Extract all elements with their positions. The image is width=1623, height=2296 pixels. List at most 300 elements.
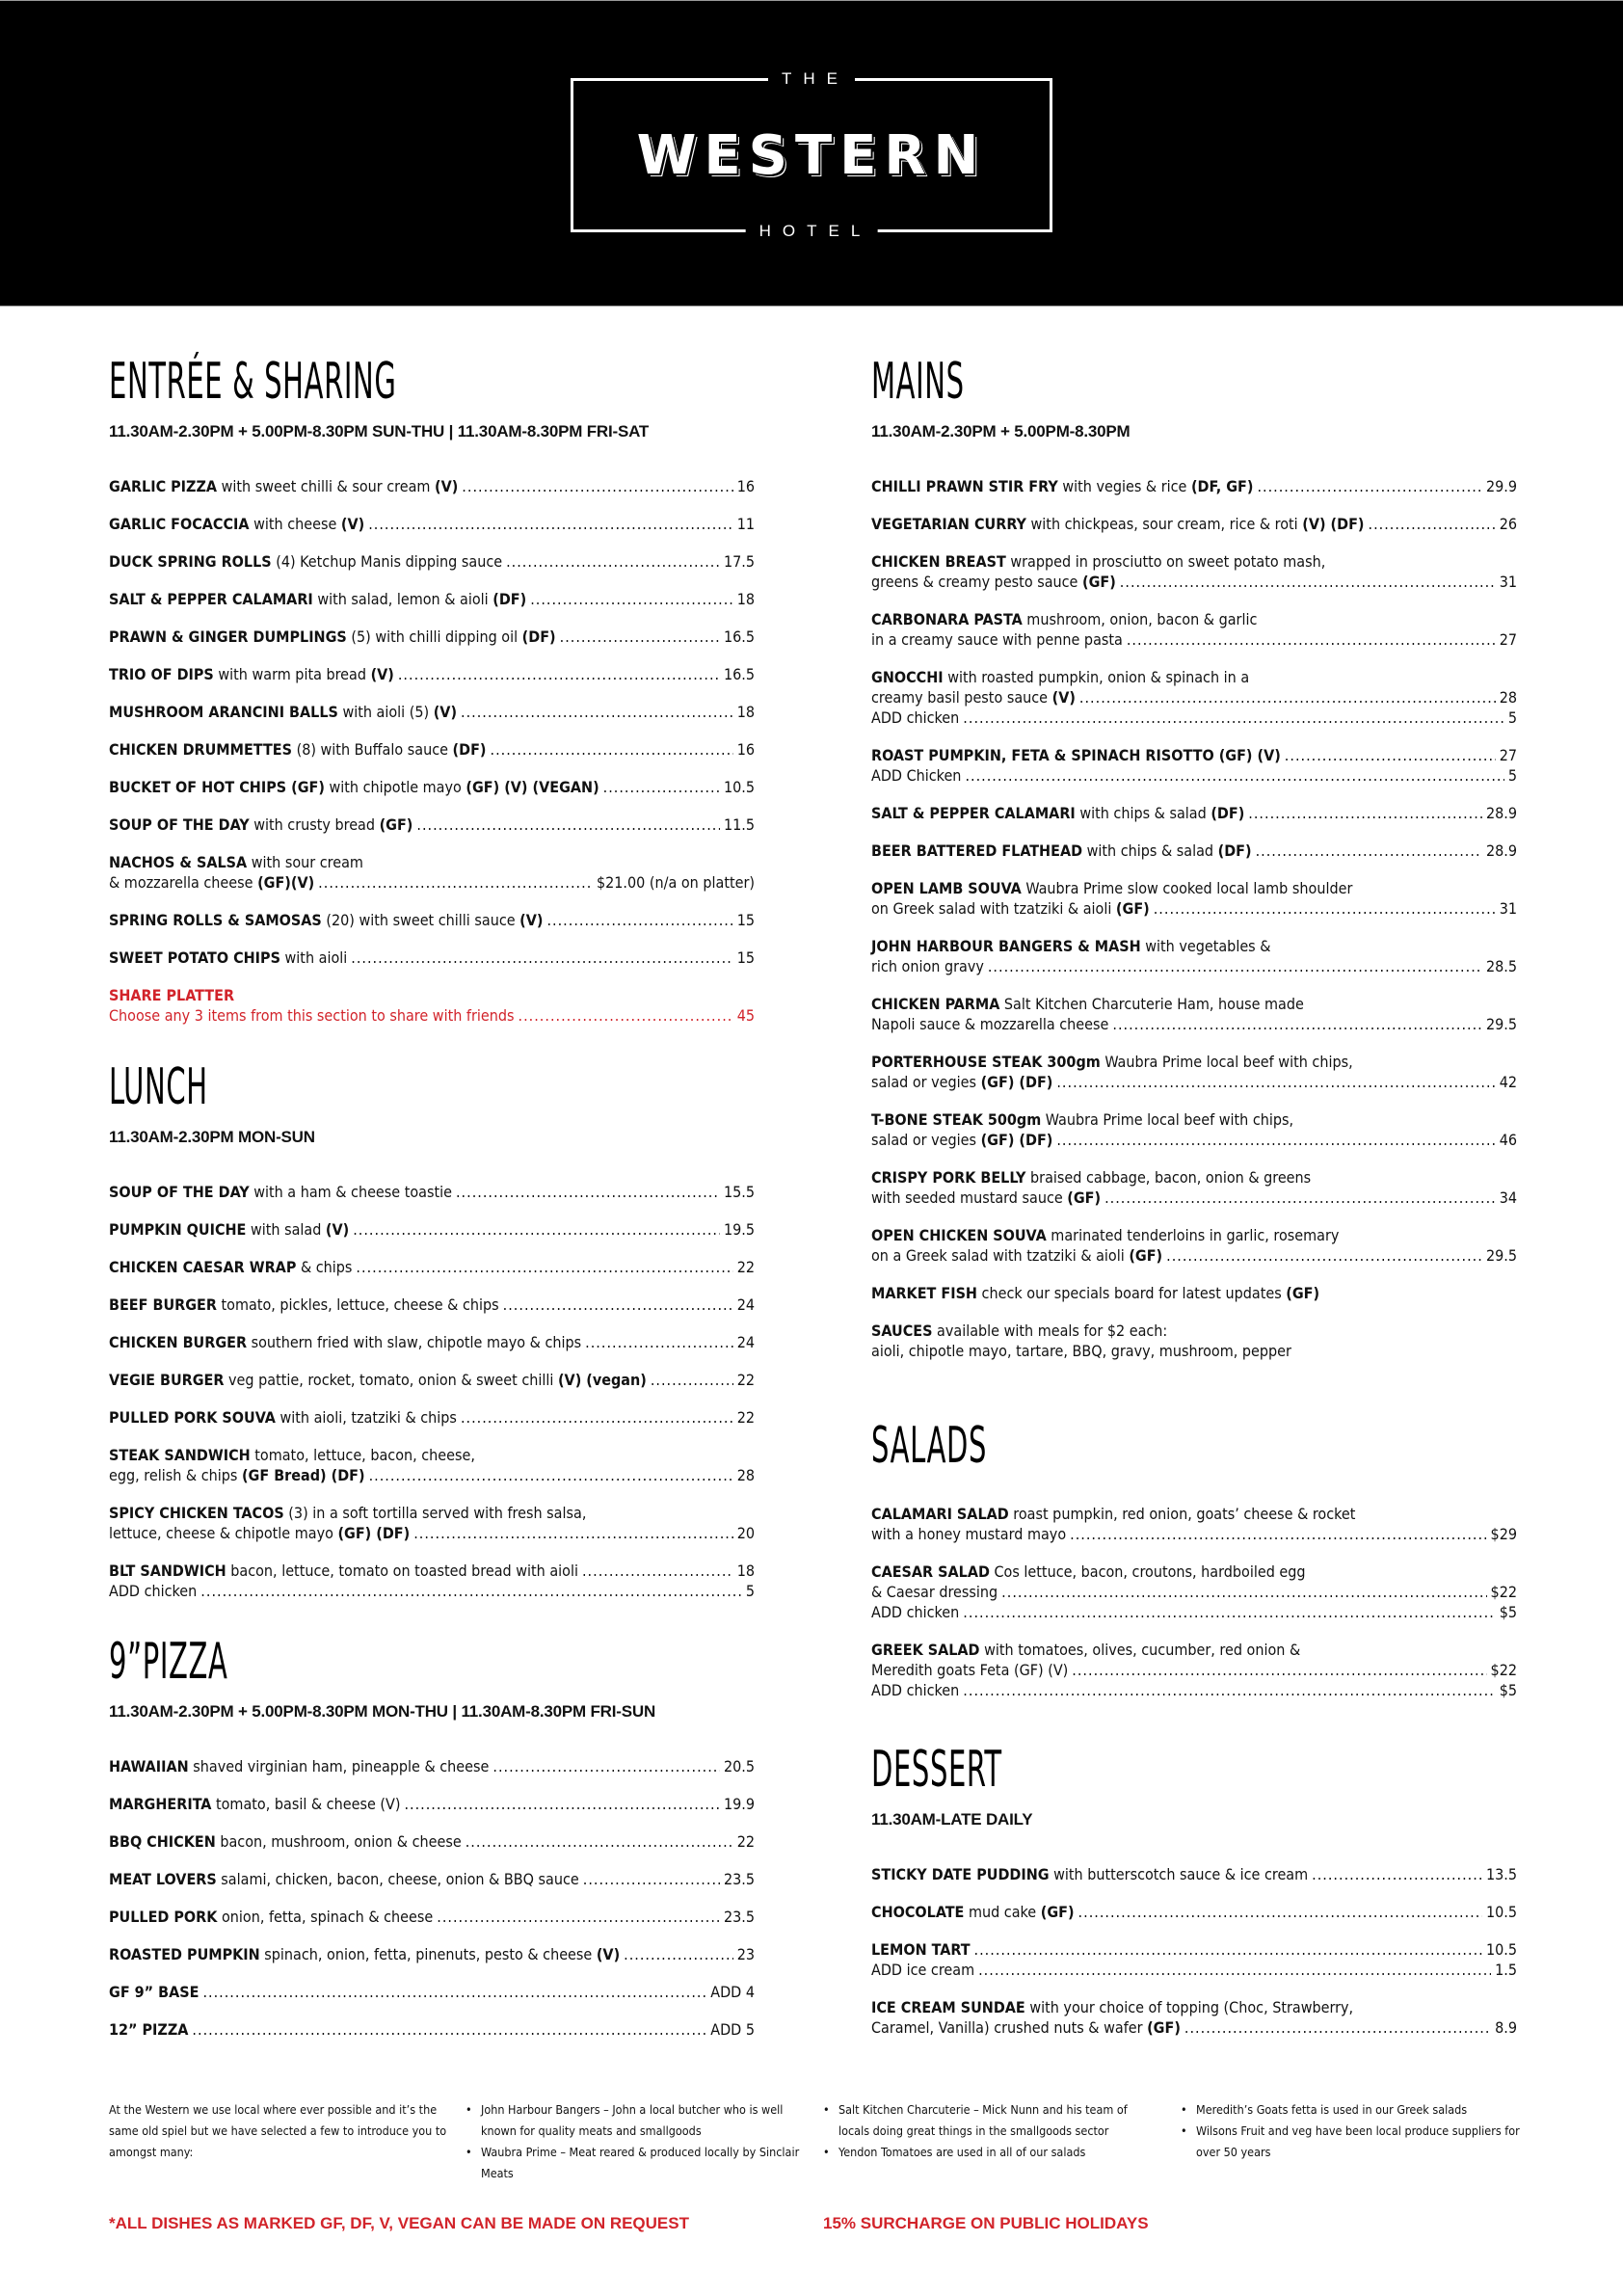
menu-item xyxy=(871,667,1517,728)
item-description: bacon, mushroom, onion & cheese xyxy=(215,1832,462,1851)
item-name: CHICKEN BREAST xyxy=(871,552,1006,571)
item-description: with a ham & cheese toastie xyxy=(249,1183,452,1201)
leader-dots xyxy=(456,1182,720,1202)
menu-item xyxy=(871,1864,1517,1884)
menu-item-text xyxy=(871,1109,1293,1130)
menu-item-text xyxy=(871,841,1252,861)
item-description: Waubra Prime slow cooked local lamb shoulder xyxy=(1021,879,1353,897)
dietary-notice: *ALL DISHES AS MARKED GF, DF, V, VEGAN CAN BE MADE ON REQUEST xyxy=(109,2214,689,2232)
menu-item xyxy=(109,1332,755,1352)
menu-item-line xyxy=(109,1907,755,1927)
item-name: MUSHROOM ARANCINI BALLS xyxy=(109,703,338,721)
leader-dots xyxy=(202,1982,706,2002)
item-price: 10.5 xyxy=(1485,1903,1517,1921)
menu-item-line xyxy=(871,994,1517,1014)
leader-dots xyxy=(462,476,732,496)
item-description: Cos lettuce, bacon, croutons, hardboiled egg xyxy=(989,1562,1306,1581)
leader-dots xyxy=(351,948,732,968)
leader-dots xyxy=(368,514,732,534)
leader-dots xyxy=(651,1370,733,1390)
item-price: ADD 4 xyxy=(710,1983,755,2001)
item-name: (GF) xyxy=(1067,1188,1102,1207)
menu-item xyxy=(109,852,755,893)
item-name: (V) xyxy=(433,703,458,721)
item-description: check our specials board for latest updates xyxy=(976,1284,1287,1302)
item-description: with chipotle mayo xyxy=(324,778,466,796)
item-name: CARBONARA PASTA xyxy=(871,610,1023,628)
menu-item-text xyxy=(109,1332,581,1352)
leader-dots xyxy=(1154,898,1496,919)
item-description: spinach, onion, fetta, pinenuts, pesto & cheese xyxy=(259,1945,597,1963)
menu-item-text xyxy=(871,1602,959,1622)
menu-item-text xyxy=(109,1561,578,1581)
section-lunch xyxy=(109,1058,755,1618)
item-price: 11 xyxy=(736,515,755,533)
item-name: NACHOS & SALSA xyxy=(109,853,248,871)
item-price: 46 xyxy=(1499,1131,1517,1149)
item-name: CHICKEN BURGER xyxy=(109,1333,248,1351)
item-description: with tomatoes, olives, cucumber, red onion & xyxy=(979,1641,1301,1659)
supplier-item: • Waubra Prime – Meat reared & produced locally by Sinclair Meats xyxy=(466,2142,812,2184)
menu-item xyxy=(871,1225,1517,1266)
item-description: tomato, pickles, lettuce, cheese & chips xyxy=(216,1295,499,1314)
section-title: SALADS xyxy=(871,1417,988,1475)
section-hours: 11.30AM-LATE DAILY xyxy=(871,1810,1033,1829)
menu-item-line xyxy=(871,1052,1517,1072)
leader-dots xyxy=(437,1907,720,1927)
item-description: onion, fetta, spinach & cheese xyxy=(217,1908,434,1926)
menu-item-text xyxy=(109,1503,586,1523)
item-name: (DF) xyxy=(1217,841,1252,860)
menu-item-line xyxy=(109,2019,755,2040)
menu-item-text xyxy=(109,702,457,722)
item-name: (V) xyxy=(435,477,459,495)
section-mains xyxy=(871,353,1517,1378)
leader-dots xyxy=(503,1295,733,1315)
menu-item-text xyxy=(871,1167,1311,1188)
menu-item-text xyxy=(871,994,1304,1014)
item-price: 13.5 xyxy=(1485,1865,1517,1883)
menu-item xyxy=(871,1321,1517,1361)
leader-dots xyxy=(1285,745,1496,765)
item-price: 5 xyxy=(1507,766,1517,785)
menu-item-line xyxy=(871,1939,1517,1960)
item-description: (4) Ketchup Manis dipping sauce xyxy=(271,552,503,571)
supplier-item: • Wilsons Fruit and veg have been local produce suppliers for over 50 years xyxy=(1181,2121,1537,2163)
menu-item-line xyxy=(871,765,1517,786)
menu-item-text xyxy=(871,609,1257,629)
menu-item-text xyxy=(871,1680,959,1700)
menu-item-text xyxy=(871,572,1116,592)
menu-item-line xyxy=(109,739,755,760)
supplier-item: • Salt Kitchen Charcuterie – Mick Nunn and his team of locals doing great things in the smallgoods sector xyxy=(823,2099,1151,2142)
menu-item-text xyxy=(109,1907,433,1927)
item-name: CHICKEN DRUMMETTES xyxy=(109,740,292,759)
menu-item-text xyxy=(871,1245,1162,1266)
leader-dots xyxy=(356,1257,732,1277)
item-name: (GF) xyxy=(1081,573,1116,591)
item-name: SOUP OF THE DAY xyxy=(109,815,250,834)
menu-item-line xyxy=(109,664,755,684)
item-description: lettuce, cheese & chipotle mayo xyxy=(109,1524,338,1542)
item-name: (GF) xyxy=(1129,1246,1163,1265)
item-name: STEAK SANDWICH xyxy=(109,1446,251,1464)
menu-item xyxy=(871,551,1517,592)
item-name: PORTERHOUSE STEAK 300gm xyxy=(871,1053,1101,1071)
item-name: LEMON TART xyxy=(871,1940,971,1959)
section-entree xyxy=(109,353,755,1043)
menu-item-text xyxy=(871,629,1123,650)
item-name: HAWAIIAN xyxy=(109,1757,189,1775)
item-name: ROAST PUMPKIN, FETA & SPINACH RISOTTO (GF) (V) xyxy=(871,746,1281,764)
menu-item-line xyxy=(871,1504,1517,1524)
item-description: ADD chicken xyxy=(109,1582,198,1600)
menu-item-text xyxy=(109,1982,199,2002)
leader-dots xyxy=(404,1794,720,1814)
leader-dots xyxy=(1072,1660,1486,1680)
menu-item-text xyxy=(871,2017,1181,2038)
surcharge-notice: 15% SURCHARGE ON PUBLIC HOLIDAYS xyxy=(823,2214,1149,2232)
item-name: BBQ CHICKEN xyxy=(109,1832,216,1851)
menu-item-text xyxy=(871,745,1281,765)
item-name: (V) xyxy=(596,1945,621,1963)
item-name: CHICKEN PARMA xyxy=(871,995,1000,1013)
leader-dots xyxy=(965,765,1503,786)
leader-dots xyxy=(492,1756,720,1776)
item-price: 19.9 xyxy=(723,1795,755,1813)
menu-item-line xyxy=(871,956,1517,976)
menu-item-line xyxy=(871,1072,1517,1092)
item-price: 31 xyxy=(1499,899,1517,918)
menu-item xyxy=(109,1794,755,1814)
menu-item-text xyxy=(109,814,412,835)
leader-dots xyxy=(546,910,732,930)
menu-item-line xyxy=(109,777,755,797)
item-price: 16 xyxy=(736,740,755,759)
menu-item-line xyxy=(871,1902,1517,1922)
menu-item-text xyxy=(871,1960,974,1980)
section-hours: 11.30AM-2.30PM + 5.00PM-8.30PM xyxy=(871,422,1131,441)
item-description: ADD chicken xyxy=(871,1603,960,1621)
menu-item-line xyxy=(109,1465,755,1485)
menu-item-text xyxy=(871,1504,1355,1524)
item-name: BEEF BURGER xyxy=(109,1295,217,1314)
menu-item xyxy=(109,476,755,496)
menu-item-line xyxy=(109,1831,755,1852)
item-description: Napoli sauce & mozzarella cheese xyxy=(871,1015,1109,1033)
item-description: Waubra Prime local beef with chips, xyxy=(1100,1053,1353,1071)
item-name: VEGIE BURGER xyxy=(109,1371,225,1389)
item-price: 16.5 xyxy=(723,665,755,683)
menu-item-line xyxy=(871,1014,1517,1034)
item-name: CAESAR SALAD xyxy=(871,1562,990,1581)
menu-item-line xyxy=(109,1756,755,1776)
menu-item-line xyxy=(109,910,755,930)
menu-item-line xyxy=(871,1130,1517,1150)
menu-item-line xyxy=(109,985,755,1005)
menu-item xyxy=(109,1944,755,1964)
item-name: (DF) xyxy=(452,740,487,759)
section-title: ENTRÉE & SHARING xyxy=(109,353,397,411)
menu-item xyxy=(109,1907,755,1927)
item-name: (V) xyxy=(340,515,365,533)
item-name: GREEK SALAD xyxy=(871,1641,980,1659)
leader-dots xyxy=(963,1602,1495,1622)
item-name: (DF) xyxy=(1211,804,1245,822)
menu-list xyxy=(109,1182,755,1601)
menu-item xyxy=(871,841,1517,861)
menu-item-line xyxy=(871,687,1517,707)
item-price: 42 xyxy=(1499,1073,1517,1091)
item-description: with a honey mustard mayo xyxy=(871,1525,1067,1543)
item-price: 28.9 xyxy=(1485,841,1517,860)
menu-item xyxy=(871,1562,1517,1622)
leader-dots xyxy=(1127,629,1496,650)
item-name: SHARE PLATTER xyxy=(109,986,235,1004)
item-name: DUCK SPRING ROLLS xyxy=(109,552,272,571)
menu-item xyxy=(109,777,755,797)
item-name: PUMPKIN QUICHE xyxy=(109,1220,247,1239)
item-description: (20) with sweet chilli sauce xyxy=(321,911,520,929)
menu-item xyxy=(109,1182,755,1202)
menu-item-line xyxy=(109,1445,755,1465)
menu-item-line xyxy=(109,1869,755,1889)
item-description: aioli, chipotle mayo, tartare, BBQ, gravy, mushroom, pepper xyxy=(871,1342,1291,1360)
item-description: with cheese xyxy=(249,515,341,533)
item-name: TRIO OF DIPS xyxy=(109,665,214,683)
item-description: egg, relish & chips xyxy=(109,1466,242,1484)
item-price: 45 xyxy=(736,1006,755,1025)
menu-list xyxy=(871,1864,1517,2038)
menu-item-text xyxy=(871,551,1325,572)
item-description: with salad, lemon & aioli xyxy=(312,590,493,608)
leader-dots xyxy=(461,1407,733,1428)
item-price: $29 xyxy=(1490,1525,1517,1543)
menu-item-line xyxy=(871,1680,1517,1700)
menu-item-text xyxy=(109,1219,349,1240)
menu-item-line xyxy=(109,1257,755,1277)
menu-item-line xyxy=(109,627,755,647)
leader-dots xyxy=(988,956,1482,976)
item-price: 8.9 xyxy=(1495,2018,1517,2037)
leader-dots xyxy=(1312,1864,1482,1884)
menu-item xyxy=(109,985,755,1026)
menu-item-text xyxy=(871,765,961,786)
menu-item xyxy=(109,1503,755,1543)
item-description: greens & creamy pesto sauce xyxy=(871,573,1082,591)
menu-item-line xyxy=(871,1188,1517,1208)
item-description: with butterscotch sauce & ice cream xyxy=(1049,1865,1309,1883)
menu-item-text xyxy=(871,667,1249,687)
item-name: (GF) xyxy=(379,815,413,834)
menu-item xyxy=(871,1504,1517,1544)
menu-item-line xyxy=(871,1960,1517,1980)
item-description: with salad xyxy=(246,1220,326,1239)
menu-item xyxy=(109,1869,755,1889)
item-name: CHOCOLATE xyxy=(871,1903,965,1921)
menu-item-line xyxy=(871,1283,1517,1303)
leader-dots xyxy=(603,777,720,797)
menu-item-text xyxy=(109,739,487,760)
menu-item-line xyxy=(109,1581,755,1601)
item-name: CHILLI PRAWN STIR FRY xyxy=(871,477,1058,495)
leader-dots xyxy=(530,589,733,609)
menu-item-line xyxy=(871,1167,1517,1188)
item-description: Salt Kitchen Charcuterie Ham, house made xyxy=(999,995,1304,1013)
footer-suppliers-col2 xyxy=(823,2099,1151,2163)
menu-item-line xyxy=(871,1524,1517,1544)
hotel-logo xyxy=(571,69,1052,240)
leader-dots xyxy=(1369,514,1496,534)
leader-dots xyxy=(978,1960,1491,1980)
item-price: $22 xyxy=(1490,1661,1517,1679)
item-name: PULLED PORK SOUVA xyxy=(109,1408,276,1427)
menu-item xyxy=(109,551,755,572)
item-description: with seeded mustard sauce xyxy=(871,1188,1068,1207)
menu-item-line xyxy=(109,551,755,572)
logo-hotel: HOTEL xyxy=(746,222,878,241)
menu-item xyxy=(109,1982,755,2002)
leader-dots xyxy=(1184,2017,1491,2038)
menu-item-text xyxy=(871,936,1270,956)
item-name: GF 9” BASE xyxy=(109,1983,200,2001)
item-name: SAUCES xyxy=(871,1322,933,1340)
leader-dots xyxy=(1056,1130,1495,1150)
menu-item-line xyxy=(109,1295,755,1315)
menu-item-line xyxy=(871,898,1517,919)
menu-item xyxy=(871,1283,1517,1303)
footer-intro-col xyxy=(109,2099,456,2163)
item-description: salad or vegies xyxy=(871,1131,981,1149)
item-price: $5 xyxy=(1499,1681,1517,1699)
item-name: MARGHERITA xyxy=(109,1795,212,1813)
item-price: 28 xyxy=(736,1466,755,1484)
item-description: with sour cream xyxy=(247,853,363,871)
section-hours: 11.30AM-2.30PM + 5.00PM-8.30PM SUN-THU | 11.30AM-8.30PM FRI-SAT xyxy=(109,422,650,441)
footer-suppliers-col3 xyxy=(1181,2099,1537,2163)
menu-item-text xyxy=(109,514,364,534)
menu-item-text xyxy=(871,1188,1101,1208)
menu-item-text xyxy=(871,1660,1068,1680)
item-description: & mozzarella cheese xyxy=(109,873,258,892)
item-price: 22 xyxy=(736,1832,755,1851)
menu-list xyxy=(109,476,755,1026)
menu-item-line xyxy=(871,629,1517,650)
menu-item-line xyxy=(109,852,755,872)
item-name: CALAMARI SALAD xyxy=(871,1505,1009,1523)
leader-dots xyxy=(963,1680,1495,1700)
menu-item-text xyxy=(871,1225,1339,1245)
item-description: with your choice of topping (Choc, Strawberry, xyxy=(1024,1998,1354,2016)
menu-item-line xyxy=(109,1332,755,1352)
menu-item-line xyxy=(109,872,755,893)
menu-item-text xyxy=(109,627,556,647)
logo-the: THE xyxy=(768,69,855,89)
section-salads xyxy=(871,1417,1517,1718)
leader-dots xyxy=(200,1581,742,1601)
item-description: with crusty bread xyxy=(249,815,380,834)
item-name: BEER BATTERED FLATHEAD xyxy=(871,841,1083,860)
menu-item-line xyxy=(109,1561,755,1581)
menu-item-line xyxy=(871,551,1517,572)
item-description: salad or vegies xyxy=(871,1073,981,1091)
leader-dots xyxy=(416,814,720,835)
menu-item-line xyxy=(871,1864,1517,1884)
item-name: ROASTED PUMPKIN xyxy=(109,1945,260,1963)
menu-item-text xyxy=(109,1794,400,1814)
menu-item-line xyxy=(109,1370,755,1390)
menu-item-line xyxy=(871,572,1517,592)
item-price: 26 xyxy=(1499,515,1517,533)
leader-dots xyxy=(398,664,720,684)
menu-item xyxy=(871,1052,1517,1092)
item-description: with warm pita bread xyxy=(213,665,371,683)
menu-item-line xyxy=(871,878,1517,898)
menu-item xyxy=(871,476,1517,496)
menu-item xyxy=(109,702,755,722)
item-name: CHICKEN CAESAR WRAP xyxy=(109,1258,297,1276)
menu-item xyxy=(109,627,755,647)
leader-dots xyxy=(974,1939,1482,1960)
header-banner xyxy=(0,0,1623,307)
item-name: SALT & PEPPER CALAMARI xyxy=(871,804,1076,822)
item-name: SWEET POTATO CHIPS xyxy=(109,948,280,967)
menu-item-text xyxy=(871,1864,1308,1884)
menu-item-line xyxy=(109,1523,755,1543)
item-name: (GF) (V) (VEGAN) xyxy=(466,778,599,796)
menu-item xyxy=(871,994,1517,1034)
menu-item xyxy=(871,1939,1517,1980)
item-name: ICE CREAM SUNDAE xyxy=(871,1998,1025,2016)
item-price: 23.5 xyxy=(723,1870,755,1888)
menu-item xyxy=(871,936,1517,976)
item-price: 29.5 xyxy=(1485,1015,1517,1033)
menu-item-line xyxy=(871,1582,1517,1602)
leader-dots xyxy=(585,1332,733,1352)
leader-dots xyxy=(1070,1524,1486,1544)
menu-item xyxy=(109,910,755,930)
item-name: (V) xyxy=(325,1220,350,1239)
leader-dots xyxy=(1078,1902,1482,1922)
item-name: GNOCCHI xyxy=(871,668,944,686)
item-name: OPEN CHICKEN SOUVA xyxy=(871,1226,1047,1244)
item-description: with vegetables & xyxy=(1140,937,1271,955)
item-description: with aioli xyxy=(279,948,348,967)
menu-item-text xyxy=(871,1997,1353,2017)
item-description: in a creamy sauce with penne pasta xyxy=(871,630,1123,649)
menu-item-text xyxy=(871,1283,1319,1303)
item-price: 18 xyxy=(736,703,755,721)
supplier-item: • Meredith’s Goats fetta is used in our Greek salads xyxy=(1181,2099,1537,2121)
footer-suppliers-col1 xyxy=(466,2099,812,2184)
menu-item-line xyxy=(109,1982,755,2002)
menu-item-line xyxy=(871,841,1517,861)
item-price: 20 xyxy=(736,1524,755,1542)
item-description: ADD chicken xyxy=(871,708,960,727)
item-price: $5 xyxy=(1499,1603,1517,1621)
item-price: 15 xyxy=(736,911,755,929)
leader-dots xyxy=(506,551,720,572)
item-name: (V) xyxy=(1051,688,1076,707)
item-description: tomato, basil & cheese (V) xyxy=(211,1795,401,1813)
menu-item-line xyxy=(871,803,1517,823)
leader-dots xyxy=(1056,1072,1495,1092)
item-price: 19.5 xyxy=(723,1220,755,1239)
supplier-item: • John Harbour Bangers – John a local butcher who is well known for quality meats and smallgoods xyxy=(466,2099,812,2142)
menu-item xyxy=(871,878,1517,919)
item-price: 27 xyxy=(1499,746,1517,764)
item-price: 22 xyxy=(736,1258,755,1276)
